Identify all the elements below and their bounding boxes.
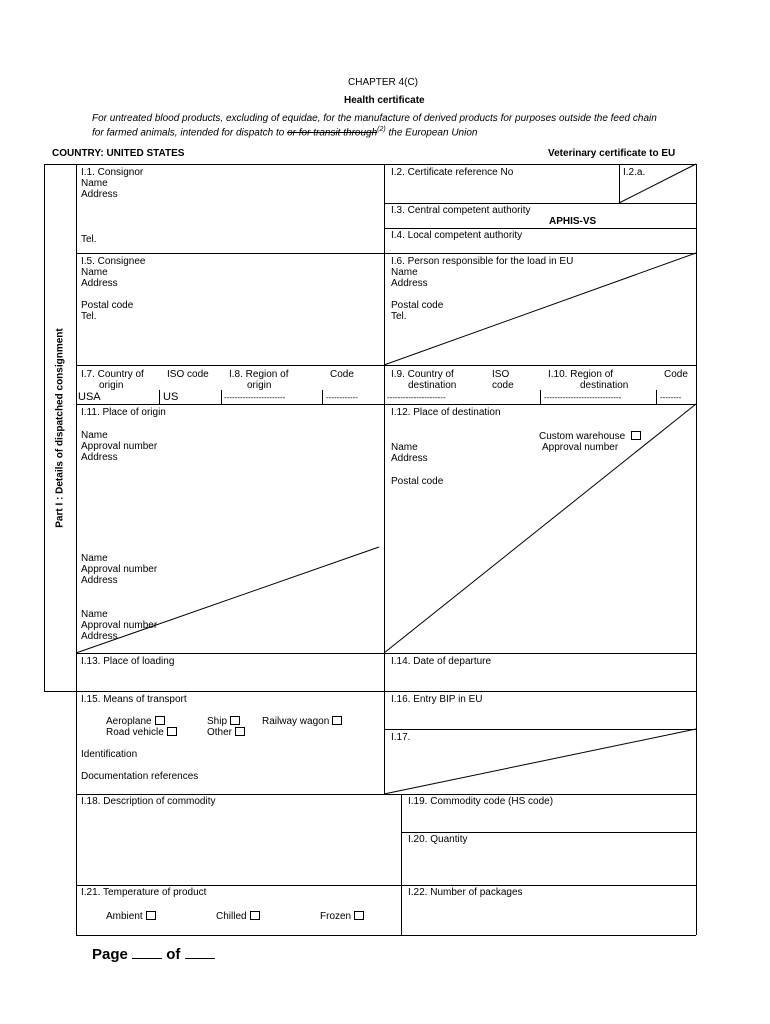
field-i21-label: I.21. Temperature of product: [81, 887, 207, 898]
custom-warehouse-checkbox[interactable]: [631, 431, 641, 440]
field-i16-label[interactable]: I.16. Entry BIP in EU: [391, 694, 483, 705]
temp-frozen[interactable]: Frozen: [320, 911, 364, 922]
field-i2-label[interactable]: I.2. Certificate reference No: [391, 167, 514, 178]
field-i11-name-1[interactable]: Name: [81, 430, 108, 441]
field-i17-label[interactable]: I.17.: [391, 732, 411, 743]
country-label: COUNTRY: UNITED STATES: [52, 148, 185, 159]
field-i8-code-label: Code: [330, 369, 354, 380]
field-i5-postal[interactable]: Postal code: [81, 300, 134, 311]
field-i10-code-label: Code: [664, 369, 688, 380]
field-i4-label[interactable]: I.4. Local competent authority: [391, 230, 523, 241]
field-i11-approval-2[interactable]: Approval number: [81, 564, 158, 575]
field-i10-code-value[interactable]: --------: [660, 393, 682, 402]
field-i2a-label[interactable]: I.2.a.: [623, 167, 646, 178]
certificate-subtitle-line2: for farmed animals, intended for dispatch to or for transit through$^{(2)}$ the European Union: [92, 126, 478, 139]
field-i22-label[interactable]: I.22. Number of packages: [408, 887, 523, 898]
field-i12-approval[interactable]: Approval number: [542, 442, 619, 453]
field-i6-label: I.6. Person responsible for the load in EU: [391, 256, 574, 267]
field-i8-value[interactable]: -----------------------: [224, 393, 286, 402]
field-i1-label: I.1. Consignor: [81, 167, 144, 178]
field-i12-label: I.12. Place of destination: [391, 407, 501, 418]
field-i11-approval-3[interactable]: Approval number: [81, 620, 158, 631]
field-i6-tel[interactable]: Tel.: [391, 311, 407, 322]
field-i12-custom-warehouse[interactable]: Custom warehouse: [539, 431, 641, 442]
field-i7-iso-value[interactable]: US: [163, 391, 179, 403]
field-i9-label: I.9. Country of: [391, 369, 454, 380]
field-i12-name[interactable]: Name: [391, 442, 418, 453]
ambient-checkbox[interactable]: [146, 911, 156, 920]
chilled-checkbox[interactable]: [250, 911, 260, 920]
transport-railway[interactable]: Railway wagon: [262, 716, 342, 727]
field-i13-label[interactable]: I.13. Place of loading: [81, 656, 175, 667]
field-i9-value[interactable]: ----------------------: [387, 393, 446, 402]
field-i1-name[interactable]: Name: [81, 178, 108, 189]
frozen-checkbox[interactable]: [354, 911, 364, 920]
field-i20-label[interactable]: I.20. Quantity: [408, 834, 468, 845]
field-i5-address[interactable]: Address: [81, 278, 118, 289]
field-i12-postal[interactable]: Postal code: [391, 476, 444, 487]
field-i8-label: I.8. Region of: [229, 369, 289, 380]
field-i5-tel[interactable]: Tel.: [81, 311, 97, 322]
field-i11-label: I.11. Place of origin: [81, 407, 166, 418]
field-i11-approval-1[interactable]: Approval number: [81, 441, 158, 452]
transport-aeroplane[interactable]: Aeroplane: [106, 716, 165, 727]
road-vehicle-checkbox[interactable]: [167, 727, 177, 736]
ship-checkbox[interactable]: [230, 716, 240, 725]
transport-ship[interactable]: Ship: [207, 716, 240, 727]
temp-ambient[interactable]: Ambient: [106, 911, 156, 922]
field-i6-address[interactable]: Address: [391, 278, 428, 289]
field-i8-code-value[interactable]: ------------: [326, 393, 358, 402]
field-i11-address-2[interactable]: Address: [81, 575, 118, 586]
field-i12-address[interactable]: Address: [391, 453, 428, 464]
vet-cert-label: Veterinary certificate to EU: [548, 148, 676, 159]
field-i14-label[interactable]: I.14. Date of departure: [391, 656, 492, 667]
field-i5-label: I.5. Consignee: [81, 256, 146, 267]
field-i7-label-2: origin: [99, 380, 124, 391]
field-i15-identification[interactable]: Identification: [81, 749, 138, 760]
field-i9-iso-label: ISO: [492, 369, 510, 380]
field-i1-tel[interactable]: Tel.: [81, 234, 97, 245]
field-i9-label-2: destination: [408, 380, 457, 391]
field-i11-address-1[interactable]: Address: [81, 452, 118, 463]
page-total-blank[interactable]: [185, 958, 215, 959]
aeroplane-checkbox[interactable]: [155, 716, 165, 725]
certificate-title: Health certificate: [344, 95, 425, 106]
page-footer: Page of: [92, 946, 215, 963]
field-i11-name-3[interactable]: Name: [81, 609, 108, 620]
page-number-blank[interactable]: [132, 958, 162, 959]
temp-chilled[interactable]: Chilled: [216, 911, 260, 922]
field-i19-label[interactable]: I.19. Commodity code (HS code): [408, 796, 554, 807]
railway-checkbox[interactable]: [332, 716, 342, 725]
chapter-heading: CHAPTER 4(C): [348, 77, 419, 88]
field-i11-address-3[interactable]: Address: [81, 631, 118, 642]
field-i18-label[interactable]: I.18. Description of commodity: [81, 796, 216, 807]
transport-road[interactable]: Road vehicle: [106, 727, 177, 738]
field-i5-name[interactable]: Name: [81, 267, 108, 278]
transport-other[interactable]: Other: [207, 727, 245, 738]
other-checkbox[interactable]: [235, 727, 245, 736]
field-i15-label: I.15. Means of transport: [81, 694, 187, 705]
field-i10-label: I.10. Region of: [548, 369, 614, 380]
field-i6-name[interactable]: Name: [391, 267, 418, 278]
side-label: Part I : Details of dispatched consignment: [54, 328, 66, 528]
certificate-subtitle-line1: For untreated blood products, excluding of equidae, for the manufacture of derived products for purposes outside the feed chain: [92, 113, 657, 124]
field-i1-address[interactable]: Address: [81, 189, 118, 200]
field-i6-postal[interactable]: Postal code: [391, 300, 444, 311]
field-i7-value[interactable]: USA: [78, 391, 101, 403]
field-i3-value[interactable]: APHIS-VS: [549, 216, 597, 227]
field-i7-iso-label: ISO code: [167, 369, 209, 380]
field-i10-label-2: destination: [580, 380, 629, 391]
field-i3-label: I.3. Central competent authority: [391, 205, 531, 216]
field-i8-label-2: origin: [247, 380, 272, 391]
field-i10-value[interactable]: -----------------------------: [544, 393, 622, 402]
field-i11-name-2[interactable]: Name: [81, 553, 108, 564]
field-i7-label: I.7. Country of: [81, 369, 144, 380]
field-i15-documentation[interactable]: Documentation references: [81, 771, 199, 782]
field-i9-iso-label-2: code: [492, 380, 514, 391]
